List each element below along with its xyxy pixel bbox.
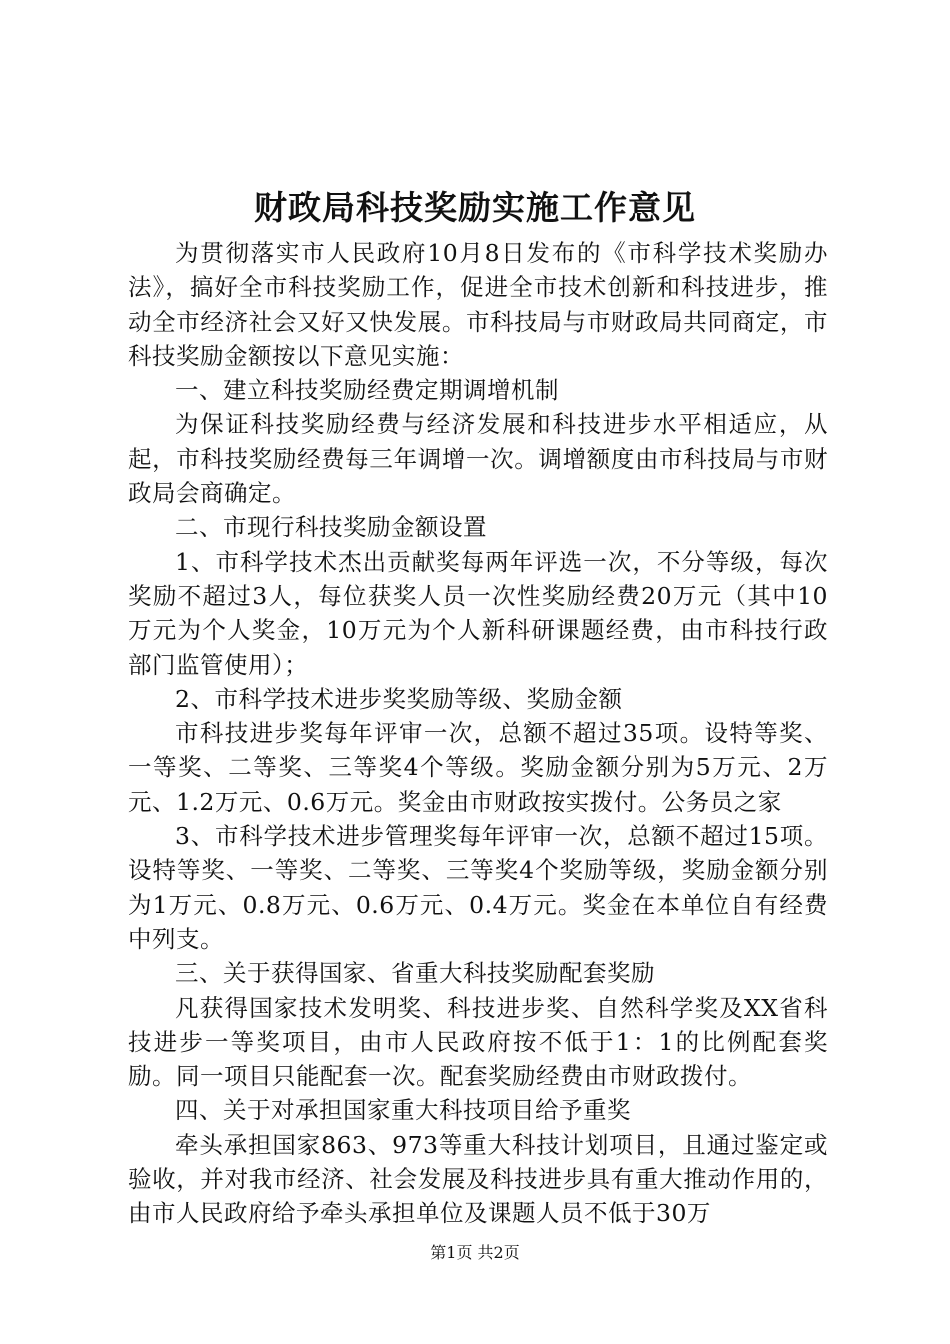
page-footer: 第1页 共2页: [430, 1243, 520, 1262]
paragraph: 市科技进步奖每年评审一次，总额不超过35项。设特等奖、一等奖、二等奖、三等奖4个等级。奖励金额分别为5万元、2万元、1.2万元、0.6万元。奖金由市财政按实拨付。公务员之家: [128, 719, 828, 816]
paragraph: 为保证科技奖励经费与经济发展和科技进步水平相适应，从起，市科技奖励经费每三年调增一次。调增额度由市科技局与市财政局会商确定。: [128, 410, 828, 508]
document-title: 财政局科技奖励实施工作意见: [254, 188, 696, 227]
section-heading-4: 四、关于对承担国家重大科技项目给予重奖: [175, 1096, 631, 1125]
section-heading-1: 一、建立科技奖励经费定期调增机制: [175, 376, 559, 405]
paragraph-intro: 为贯彻落实市人民政府10月8日发布的《市科学技术奖励办法》，搞好全市科技奖励工作，促进全市技术创新和科技进步，推动全市经济社会又好又快发展。市科技局与市财政局共同商定，市科技奖励金额按以下意见实施：: [128, 239, 828, 370]
sub-heading: 2、市科学技术进步奖奖励等级、奖励金额: [175, 684, 623, 713]
paragraph: 1、市科学技术杰出贡献奖每两年评选一次，不分等级，每次奖励不超过3人，每位获奖人员一次性奖励经费20万元（其中10万元为个人奖金，10万元为个人新科研课题经费，由市科技行政部门监管使用）；: [128, 547, 828, 679]
document-body: [128, 236, 828, 1231]
paragraph: 牵头承担国家863、973等重大科技计划项目，且通过鉴定或验收，并对我市经济、社会发展及科技进步具有重大推动作用的，由市人民政府给予牵头承担单位及课题人员不低于30万: [128, 1130, 828, 1228]
section-heading-2: 二、市现行科技奖励金额设置: [175, 513, 487, 542]
section-heading-3: 三、关于获得国家、省重大科技奖励配套奖励: [175, 959, 655, 988]
paragraph: 凡获得国家技术发明奖、科技进步奖、自然科学奖及XX省科技进步一等奖项目，由市人民政府按不低于1：1的比例配套奖励。同一项目只能配套一次。配套奖励经费由市财政拨付。: [128, 993, 828, 1091]
paragraph: 3、市科学技术进步管理奖每年评审一次，总额不超过15项。设特等奖、一等奖、二等奖、三等奖4个奖励等级，奖励金额分别为1万元、0.8万元、0.6万元、0.4万元。奖金在本单位自有经费中列支。: [128, 822, 828, 953]
